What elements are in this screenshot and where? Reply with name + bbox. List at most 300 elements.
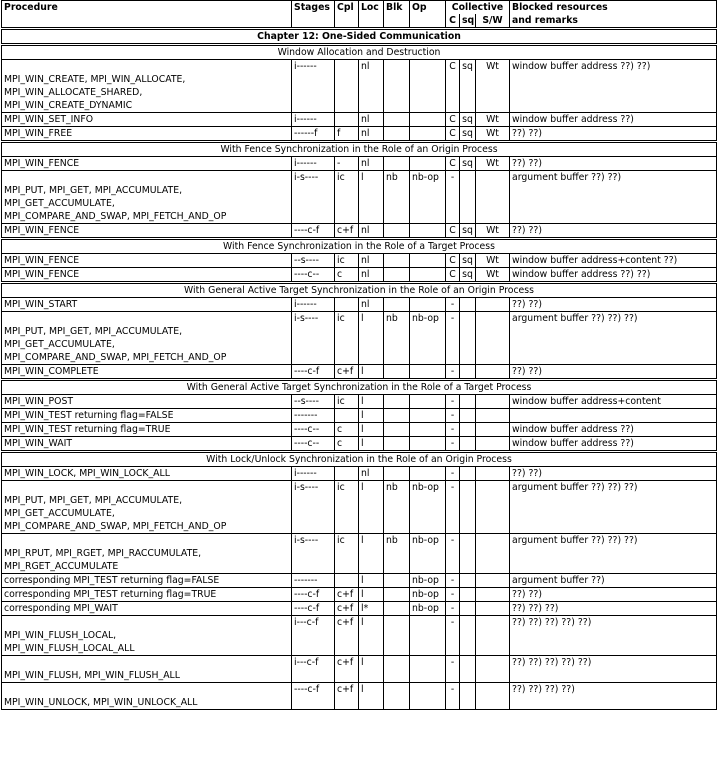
blk-cell <box>384 60 410 113</box>
rem-cell: ??) ??) <box>510 365 717 380</box>
c-cell: - <box>446 481 460 534</box>
cpl-cell: ic <box>335 534 359 574</box>
op-cell <box>410 254 446 268</box>
sw-cell <box>476 588 510 602</box>
header-row <box>2 1 717 15</box>
stages-cell: i------ <box>292 467 335 481</box>
procedure-line: MPI_WIN_TEST returning flag=TRUE <box>4 424 171 435</box>
procedure-cell <box>2 60 292 113</box>
table-row <box>2 437 717 452</box>
sw-cell <box>476 298 510 312</box>
c-cell: - <box>446 298 460 312</box>
sq-cell <box>460 312 476 365</box>
procedure-cell <box>2 157 292 171</box>
blk-cell <box>384 113 410 127</box>
op-cell: nb-op <box>410 588 446 602</box>
stages-cell: ------f <box>292 127 335 142</box>
table-row <box>2 534 717 574</box>
sq-cell: sq <box>460 60 476 113</box>
table-row <box>2 467 717 481</box>
chapter-title: Chapter 12: One-Sided Communication <box>2 29 717 45</box>
loc-cell: nl <box>359 127 384 142</box>
sw-cell: Wt <box>476 224 510 239</box>
sq-cell <box>460 656 476 683</box>
stages-cell: ------- <box>292 574 335 588</box>
rem-cell: window buffer address ??) <box>510 423 717 437</box>
op-cell <box>410 616 446 656</box>
table-row <box>2 365 717 380</box>
header-c: C <box>446 14 460 29</box>
sq-cell <box>460 481 476 534</box>
blk-cell <box>384 224 410 239</box>
loc-cell: l <box>359 171 384 224</box>
sq-cell <box>460 534 476 574</box>
procedure-line: MPI_WIN_COMPLETE <box>4 366 99 377</box>
cpl-cell <box>335 60 359 113</box>
blk-cell: nb <box>384 312 410 365</box>
c-cell: - <box>446 656 460 683</box>
procedure-line: MPI_WIN_FLUSH_LOCAL_ALL <box>4 643 135 654</box>
section-title: With General Active Target Synchronization in the Role of a Target Process <box>2 380 717 395</box>
section-header-row <box>2 452 717 467</box>
blk-cell <box>384 268 410 283</box>
op-cell: nb-op <box>410 171 446 224</box>
procedure-line: MPI_WIN_POST <box>4 396 74 407</box>
section-header-row <box>2 239 717 254</box>
table-row <box>2 127 717 142</box>
sw-cell <box>476 409 510 423</box>
procedure-line: MPI_WIN_CREATE_DYNAMIC <box>4 100 133 111</box>
sq-cell <box>460 423 476 437</box>
blk-cell <box>384 437 410 452</box>
op-cell: nb-op <box>410 312 446 365</box>
c-cell: C <box>446 60 460 113</box>
sq-cell: sq <box>460 127 476 142</box>
blk-cell <box>384 656 410 683</box>
procedure-cell <box>2 588 292 602</box>
loc-cell: l <box>359 312 384 365</box>
header-op: Op <box>410 1 446 29</box>
header-loc: Loc <box>359 1 384 29</box>
stages-cell: ----c-f <box>292 602 335 616</box>
procedure-line <box>4 656 289 669</box>
table-row <box>2 616 717 656</box>
rem-cell: ??) ??) <box>510 157 717 171</box>
blk-cell <box>384 409 410 423</box>
stages-cell: i---c-f <box>292 616 335 656</box>
section-header-row <box>2 45 717 60</box>
header-collective: Collective <box>446 1 510 15</box>
sq-cell <box>460 467 476 481</box>
procedure-line: MPI_WIN_SET_INFO <box>4 114 94 125</box>
stages-cell: i---c-f <box>292 656 335 683</box>
c-cell: - <box>446 395 460 409</box>
loc-cell: l <box>359 395 384 409</box>
op-cell <box>410 423 446 437</box>
sq-cell: sq <box>460 268 476 283</box>
c-cell: C <box>446 157 460 171</box>
cpl-cell: c+f <box>335 683 359 710</box>
loc-cell: l <box>359 534 384 574</box>
cpl-cell: c+f <box>335 602 359 616</box>
section-title: With Fence Synchronization in the Role of an Origin Process <box>2 142 717 157</box>
sq-cell: sq <box>460 254 476 268</box>
op-cell <box>410 683 446 710</box>
blk-cell <box>384 395 410 409</box>
sq-cell <box>460 602 476 616</box>
rem-cell: window buffer address ??) <box>510 437 717 452</box>
stages-cell: i-s---- <box>292 534 335 574</box>
cpl-cell <box>335 298 359 312</box>
op-cell <box>410 656 446 683</box>
sw-cell <box>476 534 510 574</box>
c-cell: - <box>446 616 460 656</box>
op-cell <box>410 409 446 423</box>
sw-cell <box>476 437 510 452</box>
loc-cell: l <box>359 588 384 602</box>
blk-cell <box>384 423 410 437</box>
sw-cell <box>476 312 510 365</box>
blk-cell <box>384 588 410 602</box>
rem-cell: argument buffer ??) ??) <box>510 171 717 224</box>
rem-cell: window buffer address ??) <box>510 113 717 127</box>
c-cell: - <box>446 171 460 224</box>
sw-cell <box>476 365 510 380</box>
sq-cell: sq <box>460 224 476 239</box>
stages-cell: --s---- <box>292 395 335 409</box>
section-title: With Lock/Unlock Synchronization in the Role of an Origin Process <box>2 452 717 467</box>
loc-cell: nl <box>359 298 384 312</box>
sw-cell <box>476 395 510 409</box>
blk-cell <box>384 157 410 171</box>
procedure-cell <box>2 298 292 312</box>
procedure-cell <box>2 409 292 423</box>
stages-cell: ----c-- <box>292 437 335 452</box>
table-row <box>2 60 717 113</box>
stages-cell: ------- <box>292 409 335 423</box>
rem-cell <box>510 409 717 423</box>
procedure-line: MPI_WIN_CREATE, MPI_WIN_ALLOCATE, <box>4 74 186 85</box>
sq-cell <box>460 365 476 380</box>
cpl-cell: ic <box>335 481 359 534</box>
loc-cell: l <box>359 683 384 710</box>
rem-cell: ??) ??) ??) ??) ??) <box>510 616 717 656</box>
c-cell: - <box>446 409 460 423</box>
rem-cell: ??) ??) <box>510 298 717 312</box>
loc-cell: nl <box>359 113 384 127</box>
sq-cell <box>460 616 476 656</box>
op-cell <box>410 224 446 239</box>
procedure-line: MPI_WIN_ALLOCATE_SHARED, <box>4 87 143 98</box>
op-cell <box>410 268 446 283</box>
table-row <box>2 409 717 423</box>
blk-cell <box>384 298 410 312</box>
procedure-line: MPI_WIN_FLUSH, MPI_WIN_FLUSH_ALL <box>4 670 180 681</box>
sw-cell <box>476 656 510 683</box>
procedure-line: MPI_WIN_FENCE <box>4 158 80 169</box>
procedure-cell <box>2 254 292 268</box>
procedure-cell <box>2 683 292 710</box>
loc-cell: l <box>359 616 384 656</box>
sw-cell <box>476 423 510 437</box>
procedure-table <box>1 0 717 710</box>
loc-cell: l <box>359 409 384 423</box>
sq-cell <box>460 574 476 588</box>
c-cell: C <box>446 113 460 127</box>
rem-cell: window buffer address ??) ??) <box>510 60 717 113</box>
op-cell <box>410 127 446 142</box>
blk-cell: nb <box>384 534 410 574</box>
loc-cell: l <box>359 656 384 683</box>
procedure-cell <box>2 224 292 239</box>
procedure-line <box>4 683 289 696</box>
blk-cell <box>384 683 410 710</box>
procedure-cell <box>2 602 292 616</box>
procedure-cell <box>2 423 292 437</box>
blk-cell: nb <box>384 481 410 534</box>
table-row <box>2 423 717 437</box>
procedure-line: MPI_WIN_FENCE <box>4 269 80 280</box>
procedure-line <box>4 171 289 184</box>
op-cell: nb-op <box>410 481 446 534</box>
stages-cell: i------ <box>292 298 335 312</box>
blk-cell <box>384 574 410 588</box>
rem-cell: ??) ??) ??) <box>510 602 717 616</box>
header-blk: Blk <box>384 1 410 29</box>
table-body <box>2 1 717 710</box>
sw-cell: Wt <box>476 60 510 113</box>
header-sw: S/W <box>476 14 510 29</box>
blk-cell <box>384 616 410 656</box>
procedure-line: MPI_GET_ACCUMULATE, <box>4 198 115 209</box>
cpl-cell <box>335 113 359 127</box>
c-cell: - <box>446 574 460 588</box>
cpl-cell: f <box>335 127 359 142</box>
table-row <box>2 171 717 224</box>
table-row <box>2 224 717 239</box>
loc-cell: l <box>359 437 384 452</box>
rem-cell: ??) ??) <box>510 127 717 142</box>
table-row <box>2 157 717 171</box>
procedure-line: corresponding MPI_WAIT <box>4 603 118 614</box>
rem-cell: argument buffer ??) ??) ??) <box>510 312 717 365</box>
sw-cell: Wt <box>476 127 510 142</box>
blk-cell <box>384 602 410 616</box>
table-row <box>2 574 717 588</box>
op-cell <box>410 157 446 171</box>
procedure-cell <box>2 171 292 224</box>
cpl-cell: ic <box>335 254 359 268</box>
op-cell <box>410 60 446 113</box>
section-title: With Fence Synchronization in the Role of a Target Process <box>2 239 717 254</box>
procedure-line: MPI_GET_ACCUMULATE, <box>4 508 115 519</box>
procedure-line: MPI_WIN_UNLOCK, MPI_WIN_UNLOCK_ALL <box>4 697 198 708</box>
header-procedure: Procedure <box>2 1 292 29</box>
rem-cell: ??) ??) <box>510 467 717 481</box>
sw-cell <box>476 616 510 656</box>
rem-cell: argument buffer ??) <box>510 574 717 588</box>
c-cell: C <box>446 254 460 268</box>
procedure-line: MPI_WIN_LOCK, MPI_WIN_LOCK_ALL <box>4 468 170 479</box>
cpl-cell <box>335 409 359 423</box>
procedure-line: MPI_COMPARE_AND_SWAP, MPI_FETCH_AND_OP <box>4 352 227 363</box>
procedure-cell <box>2 312 292 365</box>
procedure-cell <box>2 395 292 409</box>
op-cell: nb-op <box>410 574 446 588</box>
procedure-cell <box>2 365 292 380</box>
cpl-cell: c+f <box>335 588 359 602</box>
cpl-cell: c <box>335 437 359 452</box>
loc-cell: nl <box>359 268 384 283</box>
op-cell <box>410 365 446 380</box>
rem-cell: argument buffer ??) ??) ??) <box>510 534 717 574</box>
sq-cell <box>460 409 476 423</box>
c-cell: C <box>446 224 460 239</box>
procedure-line: corresponding MPI_TEST returning flag=FALSE <box>4 575 220 586</box>
procedure-cell <box>2 481 292 534</box>
sw-cell <box>476 574 510 588</box>
stages-cell: ----c-f <box>292 588 335 602</box>
table-row <box>2 268 717 283</box>
rem-cell: argument buffer ??) ??) ??) <box>510 481 717 534</box>
c-cell: - <box>446 534 460 574</box>
chapter-row <box>2 29 717 45</box>
op-cell <box>410 298 446 312</box>
cpl-cell: c+f <box>335 616 359 656</box>
loc-cell: l <box>359 365 384 380</box>
op-cell: nb-op <box>410 534 446 574</box>
procedure-line: MPI_PUT, MPI_GET, MPI_ACCUMULATE, <box>4 495 183 506</box>
table-row <box>2 588 717 602</box>
sw-cell: Wt <box>476 157 510 171</box>
procedure-line: MPI_WIN_FREE <box>4 128 73 139</box>
cpl-cell <box>335 467 359 481</box>
sq-cell: sq <box>460 113 476 127</box>
op-cell: nb-op <box>410 602 446 616</box>
procedure-line: MPI_GET_ACCUMULATE, <box>4 339 115 350</box>
c-cell: C <box>446 268 460 283</box>
stages-cell: i-s---- <box>292 312 335 365</box>
stages-cell: i------ <box>292 157 335 171</box>
cpl-cell: ic <box>335 171 359 224</box>
table-row <box>2 113 717 127</box>
sq-cell <box>460 437 476 452</box>
stages-cell: i------ <box>292 60 335 113</box>
c-cell: C <box>446 127 460 142</box>
section-title: Window Allocation and Destruction <box>2 45 717 60</box>
stages-cell: ----c-f <box>292 224 335 239</box>
stages-cell: ----c-- <box>292 423 335 437</box>
rem-cell: window buffer address+content <box>510 395 717 409</box>
procedure-cell <box>2 437 292 452</box>
procedure-line: MPI_WIN_FENCE <box>4 225 80 236</box>
procedure-line <box>4 60 289 73</box>
procedure-line <box>4 481 289 494</box>
loc-cell: nl <box>359 224 384 239</box>
section-header-row <box>2 142 717 157</box>
rem-cell: window buffer address+content ??) <box>510 254 717 268</box>
procedure-line <box>4 534 289 547</box>
procedure-cell <box>2 574 292 588</box>
header-sq: sq <box>460 14 476 29</box>
procedure-line: MPI_RGET_ACCUMULATE <box>4 561 119 572</box>
table-row <box>2 481 717 534</box>
cpl-cell <box>335 574 359 588</box>
cpl-cell: - <box>335 157 359 171</box>
procedure-line <box>4 616 289 629</box>
header-blocked-1: Blocked resources <box>510 1 717 15</box>
sw-cell: Wt <box>476 268 510 283</box>
op-cell <box>410 395 446 409</box>
sw-cell <box>476 683 510 710</box>
stages-cell: i-s---- <box>292 171 335 224</box>
procedure-line: MPI_WIN_START <box>4 299 78 310</box>
procedure-line <box>4 312 289 325</box>
sw-cell <box>476 467 510 481</box>
loc-cell: nl <box>359 60 384 113</box>
c-cell: - <box>446 683 460 710</box>
c-cell: - <box>446 602 460 616</box>
stages-cell: ----c-- <box>292 268 335 283</box>
table-row <box>2 602 717 616</box>
procedure-line: MPI_WIN_TEST returning flag=FALSE <box>4 410 174 421</box>
section-header-row <box>2 380 717 395</box>
blk-cell <box>384 127 410 142</box>
table-row <box>2 298 717 312</box>
op-cell <box>410 113 446 127</box>
procedure-line: MPI_WIN_WAIT <box>4 438 73 449</box>
stages-cell: i-s---- <box>292 481 335 534</box>
c-cell: - <box>446 437 460 452</box>
loc-cell: l* <box>359 602 384 616</box>
procedure-cell <box>2 616 292 656</box>
sq-cell <box>460 395 476 409</box>
procedure-line: MPI_RPUT, MPI_RGET, MPI_RACCUMULATE, <box>4 548 202 559</box>
sw-cell: Wt <box>476 113 510 127</box>
procedure-cell <box>2 268 292 283</box>
sq-cell <box>460 298 476 312</box>
sw-cell: Wt <box>476 254 510 268</box>
loc-cell: l <box>359 574 384 588</box>
op-cell <box>410 467 446 481</box>
c-cell: - <box>446 423 460 437</box>
procedure-line: MPI_WIN_FENCE <box>4 255 80 266</box>
loc-cell: nl <box>359 254 384 268</box>
rem-cell: ??) ??) <box>510 588 717 602</box>
procedure-cell <box>2 656 292 683</box>
loc-cell: l <box>359 481 384 534</box>
sq-cell <box>460 683 476 710</box>
blk-cell: nb <box>384 171 410 224</box>
sw-cell <box>476 602 510 616</box>
cpl-cell: c <box>335 423 359 437</box>
rem-cell: window buffer address ??) ??) <box>510 268 717 283</box>
sq-cell <box>460 171 476 224</box>
cpl-cell: ic <box>335 312 359 365</box>
section-header-row <box>2 283 717 298</box>
sq-cell <box>460 588 476 602</box>
stages-cell: ----c-f <box>292 683 335 710</box>
table-row <box>2 312 717 365</box>
cpl-cell: c+f <box>335 656 359 683</box>
rem-cell: ??) ??) ??) ??) <box>510 683 717 710</box>
stages-cell: i------ <box>292 113 335 127</box>
table-row <box>2 656 717 683</box>
sw-cell <box>476 481 510 534</box>
procedure-line: corresponding MPI_TEST returning flag=TRUE <box>4 589 217 600</box>
procedure-cell <box>2 113 292 127</box>
procedure-cell <box>2 534 292 574</box>
